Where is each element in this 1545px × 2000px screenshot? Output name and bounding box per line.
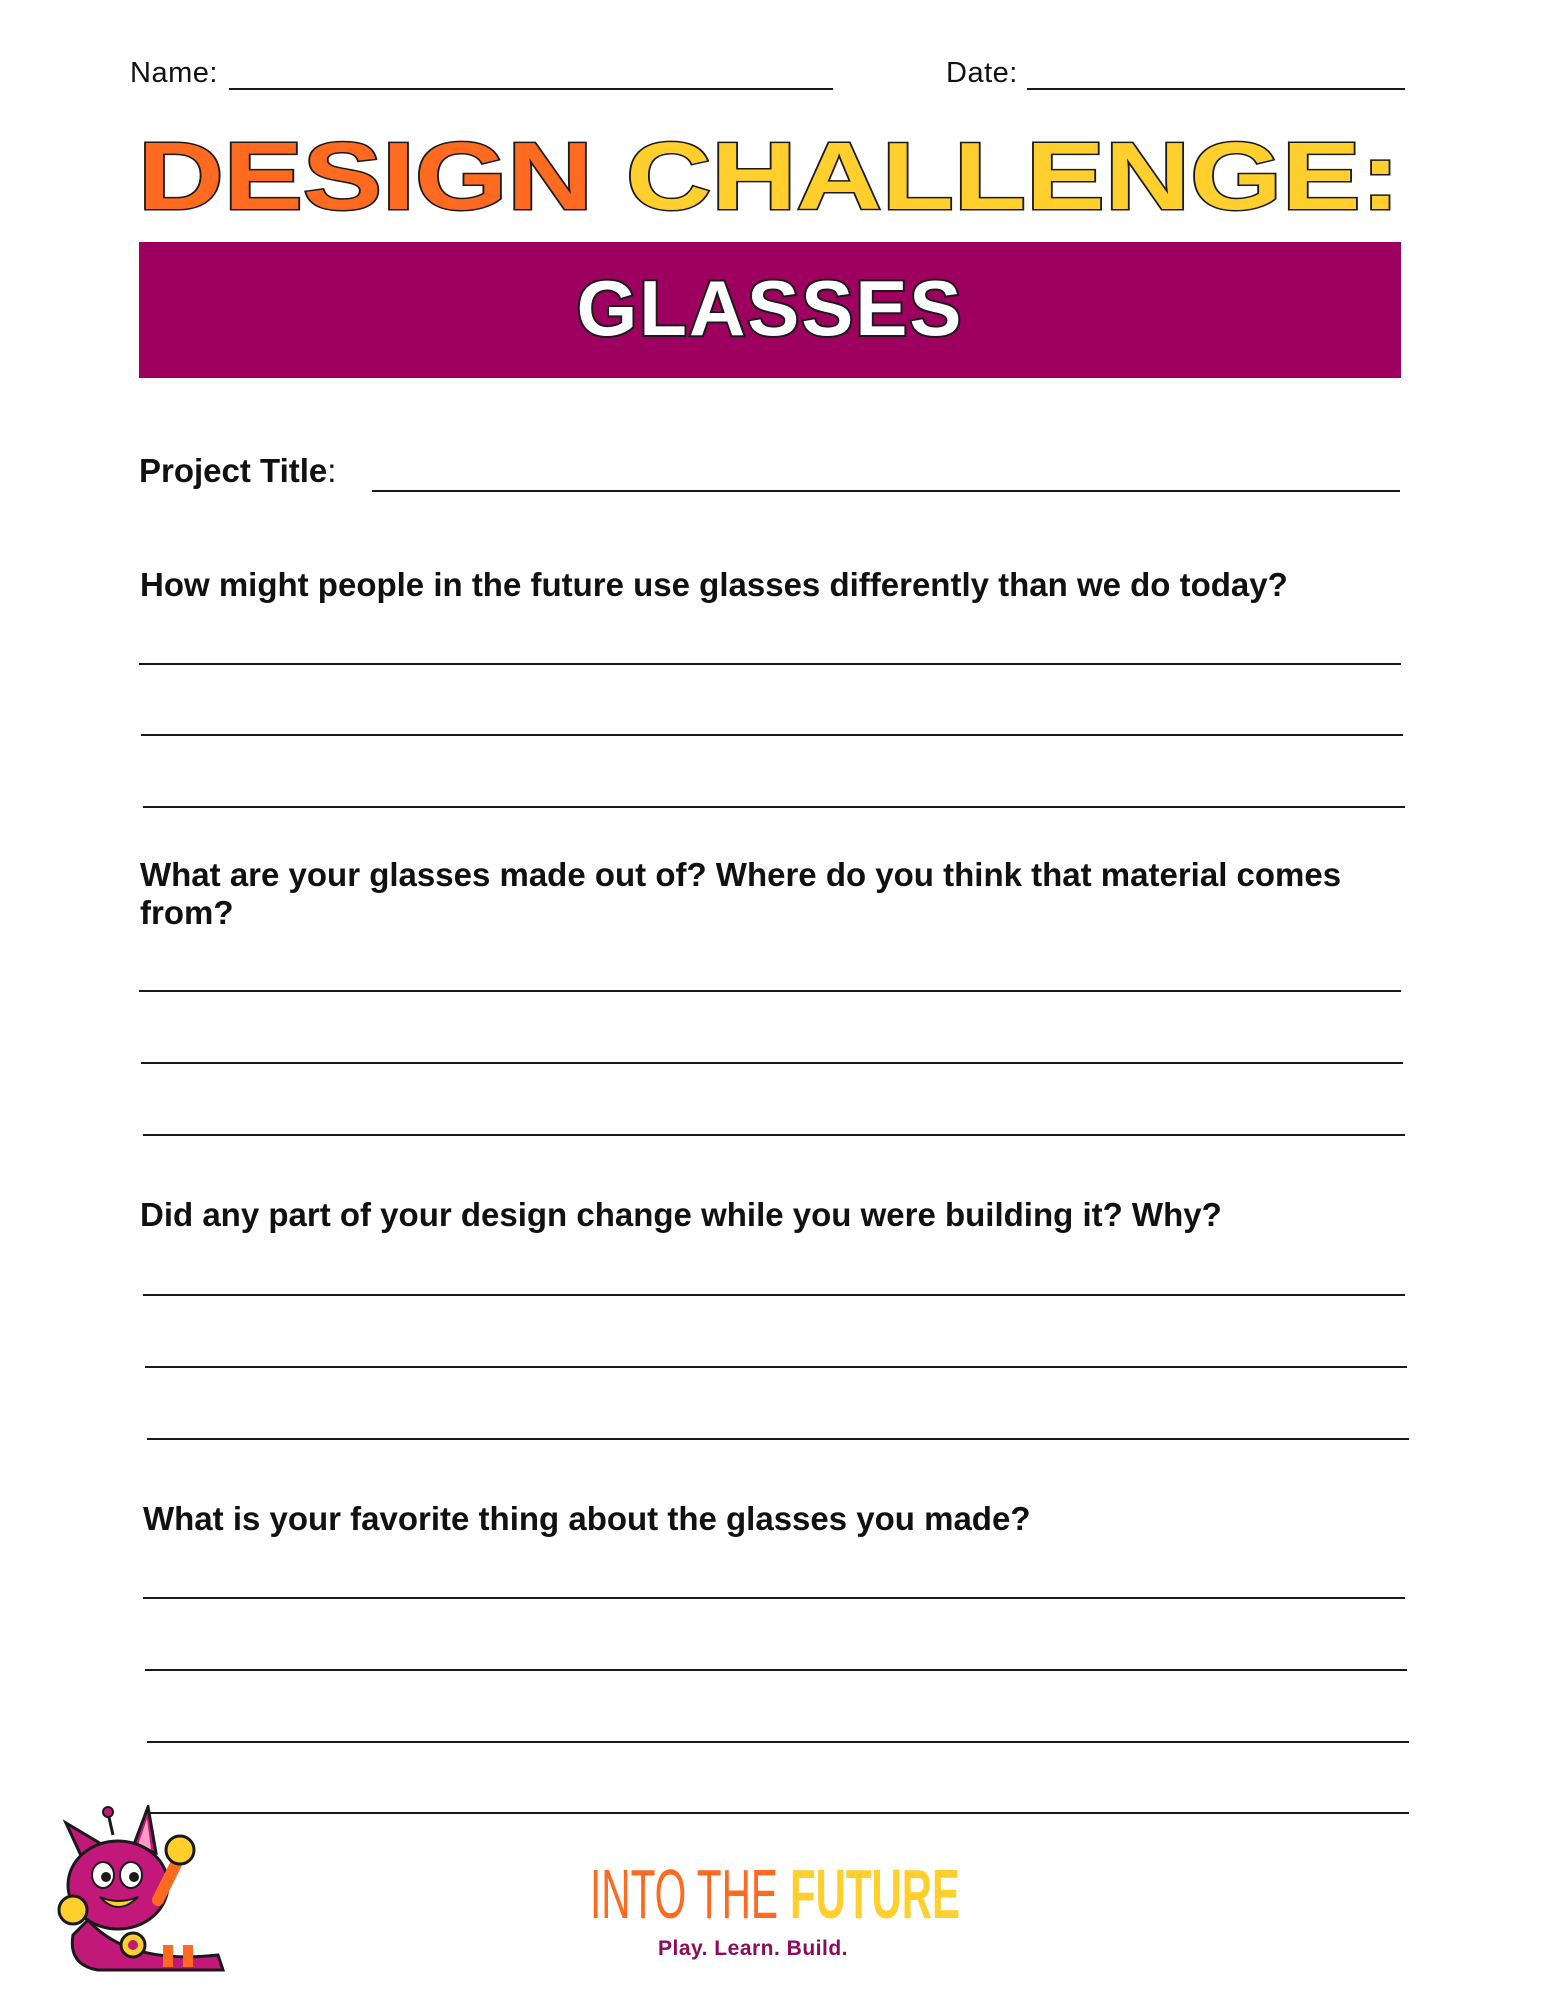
robot-mascot-icon [28, 1805, 238, 1975]
answer-line[interactable] [143, 1597, 1405, 1599]
project-title-label [139, 452, 336, 490]
question-3: Did any part of your design change while you were building it? Why? [140, 1196, 1222, 1233]
answer-line[interactable] [145, 1366, 1407, 1368]
brand-logo [560, 1848, 960, 1928]
answer-line[interactable] [147, 1438, 1409, 1440]
brand-part-1: INTO THE [590, 1855, 778, 1928]
title-word-challenge: CHALLENGE: [626, 133, 1400, 223]
answer-line[interactable] [139, 990, 1401, 992]
brand-part-2: FUTURE [790, 1855, 960, 1928]
project-title-colon: : [327, 452, 337, 489]
title-word-design: DESIGN [138, 133, 593, 223]
date-label: Date: [946, 57, 1018, 89]
answer-line[interactable] [143, 1134, 1405, 1136]
answer-line[interactable] [147, 1741, 1409, 1743]
answer-line[interactable] [143, 806, 1405, 808]
name-label: Name: [130, 57, 218, 89]
question-1: How might people in the future use glasses differently than we do today? [140, 566, 1288, 603]
answer-line[interactable] [145, 1669, 1407, 1671]
brand-tagline: Play. Learn. Build. [658, 1937, 848, 1960]
answer-line[interactable] [141, 1062, 1403, 1064]
project-title-text: Project Title [139, 452, 328, 489]
topic-banner [139, 242, 1401, 378]
name-field[interactable] [229, 88, 833, 90]
answer-line[interactable] [139, 663, 1401, 665]
page-title [138, 133, 1400, 223]
answer-line[interactable] [147, 1812, 1409, 1814]
answer-line[interactable] [141, 734, 1403, 736]
project-title-field[interactable] [372, 490, 1400, 492]
question-2: What are your glasses made out of? Where do you think that material comes from? [140, 856, 1342, 931]
question-4: What is your favorite thing about the glasses you made? [143, 1500, 1031, 1537]
date-field[interactable] [1027, 88, 1405, 90]
topic-text: GLASSES [576, 264, 964, 352]
answer-line[interactable] [143, 1294, 1405, 1296]
